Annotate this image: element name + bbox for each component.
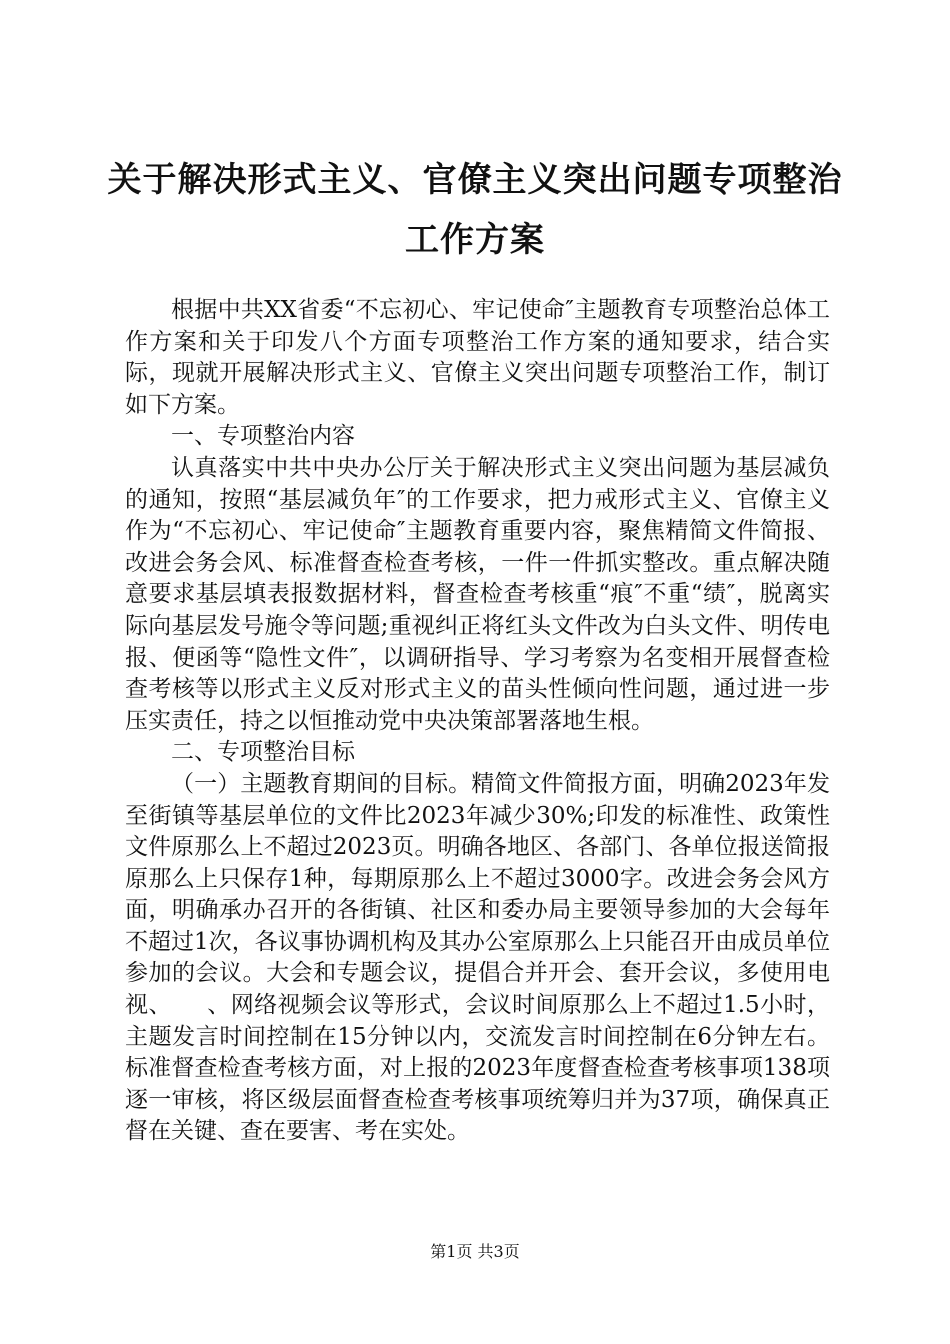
section-2-paragraph: （一）主题教育期间的目标。精简文件简报方面，明确2023年发至街镇等基层单位的文件比2023年减少30%;印发的标准性、政策性文件原那么上不超过2023页。明确各地区、各部门、各单位报送简报原那么上只保存1种，每期原那么上不超过3000字。改进会务会风方面，明确承办召开的各街镇、社区和委办局主要领导参加的大会每年不超过1次，各议事协调机构及其办公室原那么上只能召开由成员单位参加的会议。大会和专题会议，提倡合并开会、套开会议，多使用电视、 、网络视频会议等形式，会议时间原那么上不超过1.5小时，主题发言时间控制在15分钟以内，交流发言时间控制在6分钟左右。标准督查检查考核方面，对上报的2023年度督查检查考核事项138项逐一审核，将区级层面督查检查考核事项统筹归并为37项，确保真正督在关键、查在要害、考在实处。: [125, 770, 830, 1145]
intro-paragraph: 根据中共XX省委“不忘初心、牢记使命″主题教育专项整治总体工作方案和关于印发八个方面专项整治工作方案的通知要求，结合实际，现就开展解决形式主义、官僚主义突出问题专项整治工作，制订如下方案。: [125, 297, 830, 418]
document-body: [125, 295, 830, 1148]
document-title: 关于解决形式主义、官僚主义突出问题专项整治工作方案: [107, 160, 843, 260]
page-footer: 第1页 共3页: [430, 1242, 520, 1261]
section-heading-2: 二、专项整治目标: [171, 739, 355, 766]
section-heading-1: 一、专项整治内容: [171, 423, 355, 450]
section-1-paragraph: 认真落实中共中央办公厅关于解决形式主义突出问题为基层减负的通知，按照“基层减负年″的工作要求，把力戒形式主义、官僚主义作为“不忘初心、牢记使命″主题教育重要内容，聚焦精简文件简报、改进会务会风、标准督查检查考核，一件一件抓实整改。重点解决随意要求基层填表报数据材料，督查检查考核重“痕″不重“绩″，脱离实际向基层发号施令等问题;重视纠正将红头文件改为白头文件、明传电报、便函等“隐性文件″，以调研指导、学习考察为名变相开展督查检查考核等以形式主义反对形式主义的苗头性倾向性问题，通过进一步压实责任，持之以恒推动党中央决策部署落地生根。: [125, 454, 830, 734]
